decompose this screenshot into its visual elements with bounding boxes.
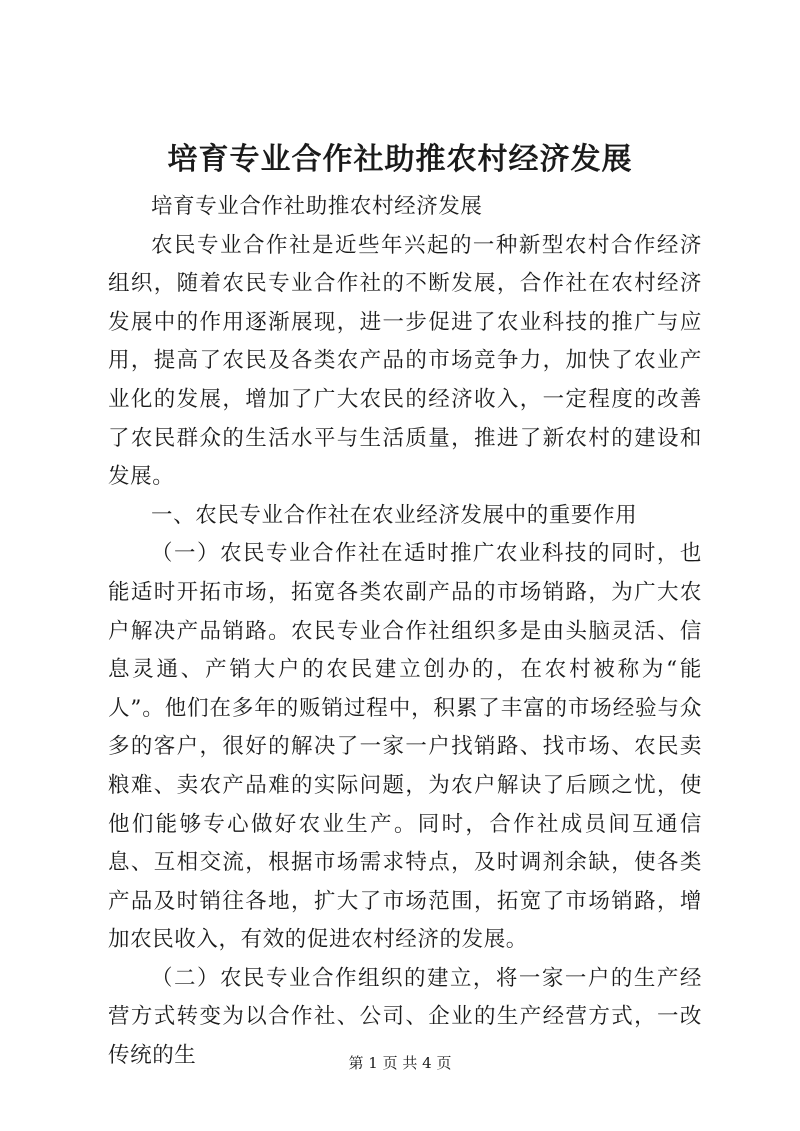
section-heading: 一、农民专业合作社在农业经济发展中的重要作用 [151,502,638,528]
subtitle-paragraph: 培育专业合作社助推农村经济发展 [151,194,483,219]
page-title: 培育专业合作社助推农村经济发展 [167,142,633,177]
paragraph-item-2: （二）农民专业合作组织的建立，将一家一户的生产经营方式转变为以合作社、公司、企业的生产经营方式，一改传统的生 [108,965,702,1069]
page-footer: 第 1 页 共 4 页 [348,1054,452,1072]
intro-paragraph: 农民专业合作社是近些年兴起的一种新型农村合作经济组织，随着农民专业合作社的不断发展，合作社在农村经济发展中的作用逐渐展现，进一步促进了农业科技的推广与应用，提高了农民及各类农产品的市场竞争力，加快了农业产业化的发展，增加了广大农民的经济收入，一定程度的改善了农民群众的生活水平与生活质量，推进了新农村的建设和发展。 [108,232,702,490]
paragraph-item-1: （一）农民专业合作社在适时推广农业科技的同时，也能适时开拓市场，拓宽各类农副产品的市场销路，为广大农户解决产品销路。农民专业合作社组织多是由头脑灵活、信息灵通、产销大户的农民建立创办的，在农村被称为“能人”。他们在多年的贩销过程中，积累了丰富的市场经验与众多的客户，很好的解决了一家一户找销路、找市场、农民卖粮难、卖农产品难的实际问题，为农户解诀了后顾之忧，使他们能够专心做好农业生产。同时，合作社成员间互通信息、互相交流，根据市场需求特点，及时调剂余缺，使各类产品及时销往各地，扩大了市场范围，拓宽了市场销路，增加农民收入，有效的促进农村经济的发展。 [108,541,702,953]
document-body [108,188,702,1076]
